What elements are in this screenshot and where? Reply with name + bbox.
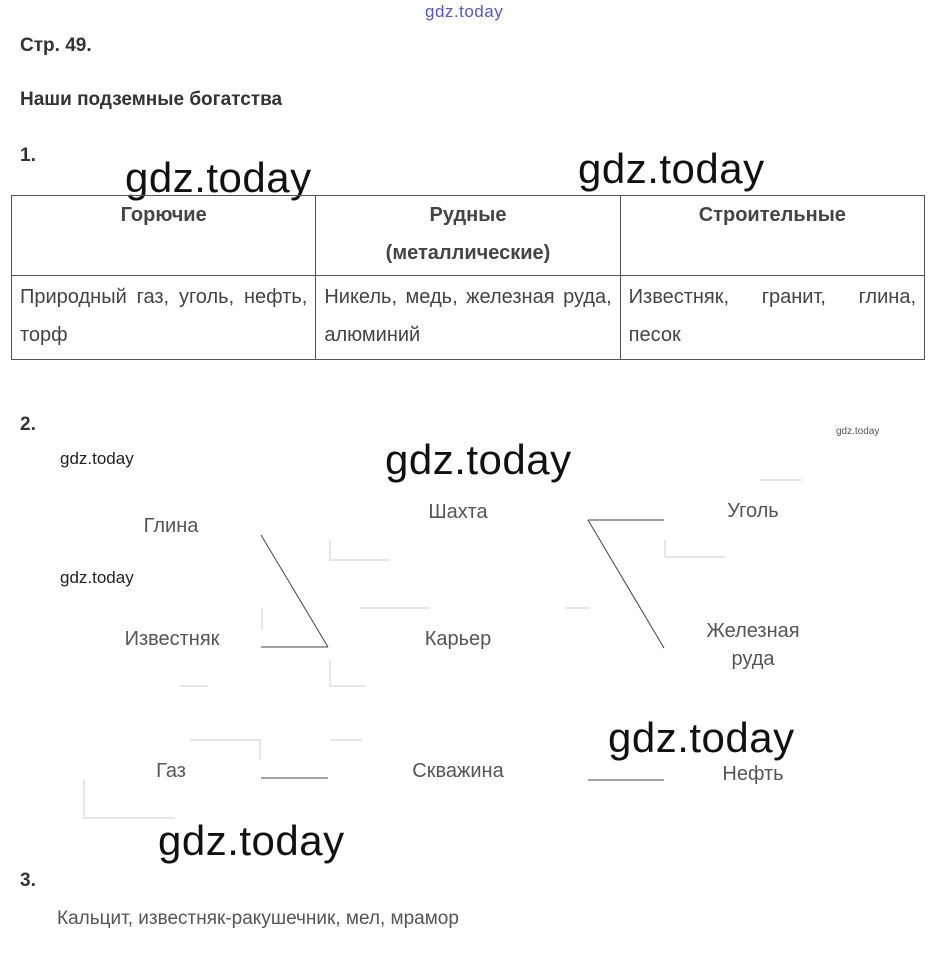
header-ore: Рудные (металлические) <box>316 196 620 276</box>
task-2-number: 2. <box>20 414 36 435</box>
task-3-answer: Кальцит, известняк-ракушечник, мел, мрамор <box>57 908 459 929</box>
watermark-3: gdz.today <box>385 436 572 483</box>
cell-ore: Никель, медь, железная руда, алюминий <box>316 276 620 360</box>
header-fuel: Горючие <box>12 196 316 276</box>
word-oil: Нефть <box>722 763 784 785</box>
cell-building: Известняк, гранит, глина, песок <box>620 276 924 360</box>
watermark-1: gdz.today <box>125 154 312 201</box>
task-3-number: 3. <box>20 870 36 891</box>
watermark-small-2: gdz.today <box>60 568 134 587</box>
word-ore: руда <box>731 648 775 670</box>
line-mine-iron <box>588 520 664 648</box>
line-clay-quarry <box>261 535 328 647</box>
word-gas: Газ <box>156 760 186 782</box>
header-building: Строительные <box>620 196 924 276</box>
cell-fuel: Природный газ, уголь, нефть, торф <box>12 276 316 360</box>
page-title: Наши подземные богатства <box>20 89 283 110</box>
page-number: Стр. 49. <box>20 35 92 56</box>
watermark-small-1: gdz.today <box>60 449 134 468</box>
watermark-2: gdz.today <box>578 145 765 192</box>
word-coal: Уголь <box>727 500 779 522</box>
word-iron: Железная <box>706 620 800 642</box>
watermark-4: gdz.today <box>608 714 795 761</box>
watermark-tiny: gdz.today <box>836 426 880 437</box>
word-well: Скважина <box>412 760 504 782</box>
word-limestone: Известняк <box>124 628 220 650</box>
word-clay: Глина <box>143 515 199 537</box>
word-quarry: Карьер <box>424 628 492 650</box>
word-mine: Шахта <box>428 501 488 523</box>
watermark-5: gdz.today <box>158 817 345 864</box>
watermark-top: gdz.today <box>425 2 504 21</box>
task-1-number: 1. <box>20 145 36 166</box>
